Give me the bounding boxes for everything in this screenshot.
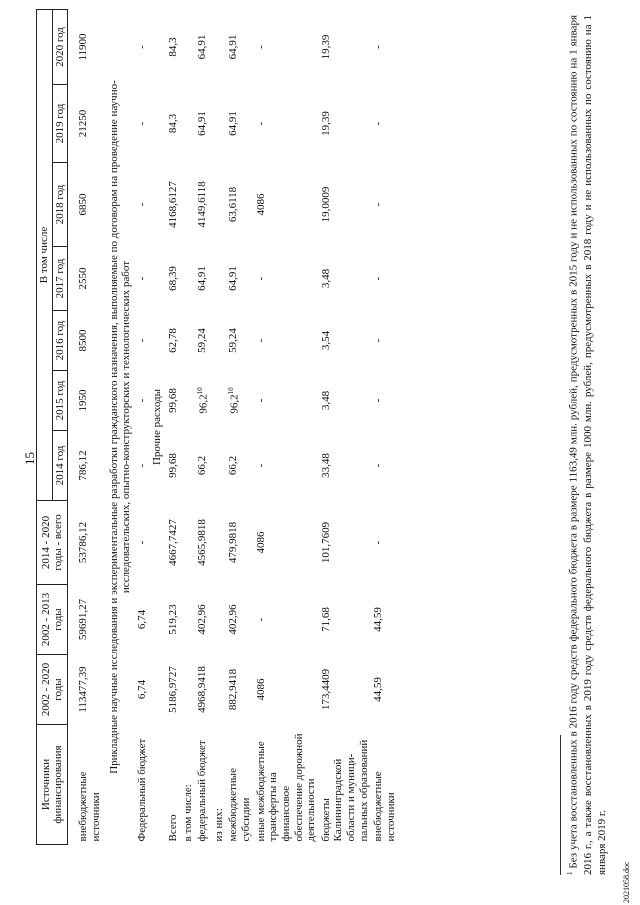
- header-2002-2020: 2002 - 2020 годы: [37, 655, 68, 725]
- header-2014-2020: 2014 - 2020 годы - всего: [37, 501, 68, 585]
- table-row: Федеральный бюджет 6,74 6,74 - - - - - - - -: [135, 45, 148, 842]
- footnote-ref: 10: [227, 387, 236, 395]
- table-row: внебюджетные источники 44,59 44,59 - - - - - - - -: [372, 45, 398, 842]
- table-row: межбюджетные субсидии 882,9418 402,96 479,9818 66,2 96,2$^{10}$ 59,24 64,91 63,6118 64,91 64,91: [227, 34, 252, 842]
- table-row: внебюджетные источники 113477,39 59691,27 53786,12 786,12 1950 8500 2550 6850 21250 11900: [77, 33, 102, 842]
- section-heading-nir: Прикладные научные исследования и экспериментальные разработки гражданского назначения, выполняемые по договорам на проведение научно-исследовательских, опытно-конструкторских и технологических работ: [107, 80, 133, 774]
- header-year: 2020 год: [52, 10, 68, 85]
- financing-table: [36, 9, 399, 845]
- table-row: федеральный бюджет 4968,9418 402,96 4565,9818 66,2 96,2$^{10}$ 59,24 64,91 4149,6118 64,91 64,91: [196, 34, 211, 842]
- header-incl: В том числе: [37, 10, 53, 501]
- header-2002-2013: 2002 - 2013 годы: [37, 585, 68, 655]
- header-year: 2017 год: [52, 247, 68, 311]
- footnote-divider: [560, 735, 561, 875]
- page-number: 15: [22, 452, 37, 465]
- header-year: 2016 год: [52, 311, 68, 371]
- table-row: в том числе:: [181, 784, 194, 842]
- table-row: из них:: [212, 808, 225, 842]
- filename: 2021058.doc: [622, 861, 631, 903]
- table-body: [68, 10, 399, 845]
- header-year: 2019 год: [52, 85, 68, 163]
- table-row: иные межбюджетные трансферты на финансовое обеспечение дорожной деятельности 4086 - 4086 - - - - 4086 - -: [254, 45, 318, 842]
- footnote: $^1$ Без учета восстановленных в 2016 году средств федерального бюджета в размере 1163,49 млн. рублей, предусмотренных в 2015 году и не использованных по состоянию на 1 января 2016 г., а также восстановленных в 2019 году средств федерального бюджета в размере 1000 млн. рублей, предусмотренных в 2018 году и не использованных по состоянию на 1 января 2019 г.: [566, 14, 609, 875]
- header-year: 2015 год: [52, 371, 68, 431]
- table-row: бюджеты Калининградской области и муници-пальных образований 173,4409 71,68 101,7609 33,48 3,48 3,54 3,48 19,0009 19,39 19,39: [319, 34, 370, 842]
- header-source: Источники финансирования: [37, 725, 68, 845]
- header-year: 2014 год: [52, 431, 68, 501]
- footnote-ref: 10: [196, 387, 205, 395]
- table-row: Всего 5186,9727 519,23 4667,7427 99,68 99,68 62,78 68,39 4168,6127 84,3 84,3: [167, 37, 180, 842]
- section-heading-other: Прочие расходы: [151, 388, 164, 466]
- header-year: 2018 год: [52, 163, 68, 247]
